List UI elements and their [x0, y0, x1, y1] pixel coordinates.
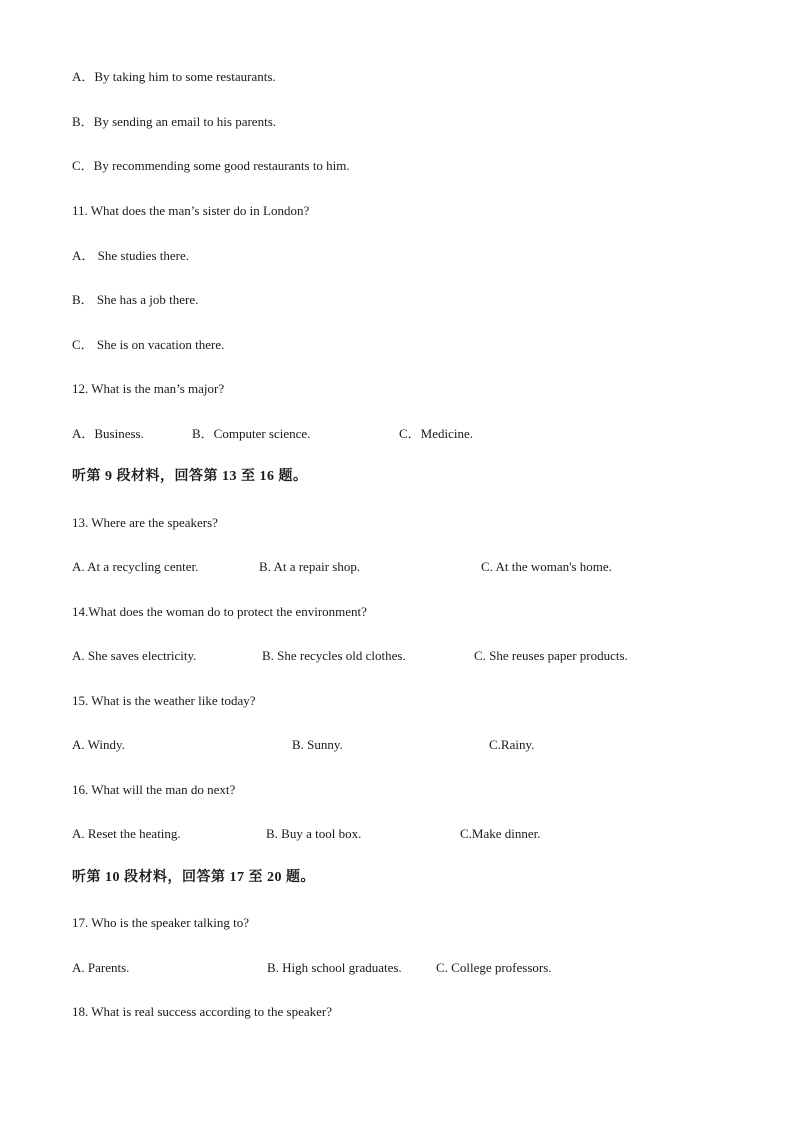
q11-option-b: B． She has a job there. [72, 292, 199, 307]
q17-option-c: C. College professors. [436, 960, 552, 975]
q13-question: 13. Where are the speakers? [72, 515, 218, 530]
q16-question: 16. What will the man do next? [72, 782, 236, 797]
q13-option-c: C. At the woman's home. [481, 559, 612, 574]
q11-option-c: C． She is on vacation there. [72, 337, 225, 352]
section-9-heading: 听第 9 段材料，回答第 13 至 16 题。 [72, 469, 308, 484]
q17-option-b: B. High school graduates. [267, 960, 402, 975]
section-10-heading: 听第 10 段材料，回答第 17 至 20 题。 [72, 870, 315, 885]
q16-option-c: C.Make dinner. [460, 826, 541, 841]
q14-question: 14.What does the woman do to protect the environment? [72, 604, 367, 619]
q15-option-b: B. Sunny. [292, 737, 343, 752]
q10-option-a: A．By taking him to some restaurants. [72, 69, 276, 84]
q10-option-c: C．By recommending some good restaurants to him. [72, 158, 350, 173]
q14-option-b: B. She recycles old clothes. [262, 648, 406, 663]
q11-option-a: A． She studies there. [72, 248, 189, 263]
q14-option-a: A. She saves electricity. [72, 648, 197, 663]
q14-option-c: C. She reuses paper products. [474, 648, 628, 663]
q13-option-a: A. At a recycling center. [72, 559, 199, 574]
q15-question: 15. What is the weather like today? [72, 693, 256, 708]
q13-option-b: B. At a repair shop. [259, 559, 361, 574]
q12-option-b: B．Computer science. [192, 426, 311, 441]
q11-question: 11. What does the man’s sister do in London? [72, 203, 310, 218]
q12-question: 12. What is the man’s major? [72, 381, 225, 396]
q18-question: 18. What is real success according to the speaker? [72, 1004, 333, 1019]
q10-option-b: B．By sending an email to his parents. [72, 114, 277, 129]
q12-option-c: C．Medicine. [399, 426, 474, 441]
q16-option-b: B. Buy a tool box. [266, 826, 362, 841]
q15-option-a: A. Windy. [72, 737, 125, 752]
q12-option-a: A．Business. [72, 426, 144, 441]
q17-question: 17. Who is the speaker talking to? [72, 915, 250, 930]
q15-option-c: C.Rainy. [489, 737, 535, 752]
q16-option-a: A. Reset the heating. [72, 826, 181, 841]
q17-option-a: A. Parents. [72, 960, 130, 975]
